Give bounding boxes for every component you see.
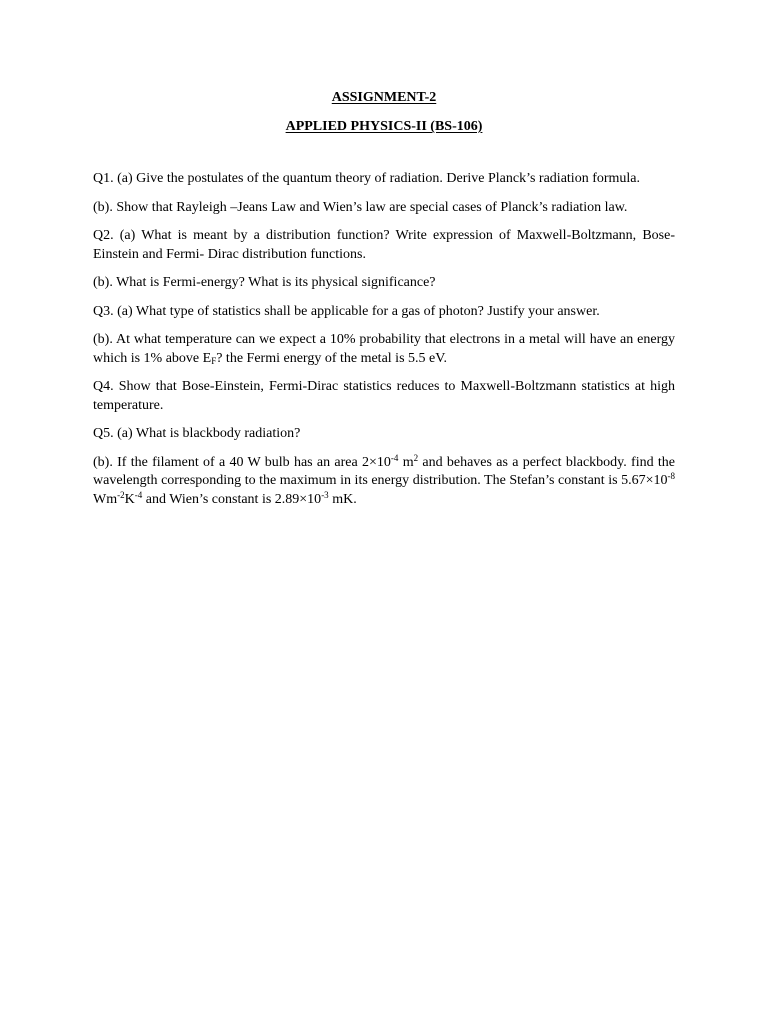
- course-subtitle: APPLIED PHYSICS-II (BS-106): [285, 119, 483, 134]
- question-q4: Q4. Show that Bose-Einstein, Fermi-Dirac statistics reduces to Maxwell-Boltzmann statistics at high temperature.: [93, 379, 675, 413]
- question-q2b: (b). What is Fermi-energy? What is its physical significance?: [93, 275, 436, 290]
- question-q1b: (b). Show that Rayleigh –Jeans Law and Wien’s law are special cases of Planck’s radiation law.: [93, 199, 628, 215]
- question-q5b-text-4: Wm: [93, 491, 118, 507]
- question-q5b-text-2: m: [398, 454, 414, 470]
- question-q3b: [93, 331, 675, 368]
- question-q5a: Q5. (a) What is blackbody radiation?: [93, 426, 301, 441]
- exponent-4: -2: [117, 489, 125, 500]
- fermi-subscript: F: [211, 355, 217, 366]
- question-q5b-text-3: and behaves as a perfect blackbody. find the wavelength corresponding to the maximum in its energy distribution. The Stefan’s constant is 5.67×10: [93, 454, 675, 488]
- question-q3b-text-2: ? the Fermi energy of the metal is 5.5 eV.: [216, 350, 448, 366]
- question-q2a: Q2. (a) What is meant by a distribution function? Write expression of Maxwell-Boltzmann, Bose-Einstein and Fermi- Dirac distribution functions.: [93, 228, 675, 262]
- question-q5b-text-5: K: [124, 491, 135, 507]
- question-q5b-text-7: mK.: [328, 491, 357, 507]
- question-list: [93, 170, 675, 519]
- question-q5b: [93, 454, 675, 510]
- question-q1a: Q1. (a) Give the postulates of the quantum theory of radiation. Derive Planck’s radiation formula.: [93, 171, 641, 186]
- exponent-2: 2: [413, 452, 419, 463]
- exponent-5: -4: [134, 489, 143, 500]
- exponent-6: -3: [321, 489, 329, 500]
- exponent-3: -8: [667, 471, 675, 481]
- question-q5b-text-1: (b). If the filament of a 40 W bulb has an area 2×10: [93, 454, 391, 470]
- assignment-title: ASSIGNMENT-2: [331, 90, 437, 105]
- question-q3b-text-1: (b). At what temperature can we expect a 10% probability that electrons in a metal will have an energy which is 1% above E: [93, 332, 675, 366]
- question-q5b-text-6: and Wien’s constant is 2.89×10: [142, 491, 322, 507]
- question-q3a: Q3. (a) What type of statistics shall be applicable for a gas of photon? Justify your answer.: [93, 303, 600, 319]
- exponent-1: -4: [390, 452, 399, 463]
